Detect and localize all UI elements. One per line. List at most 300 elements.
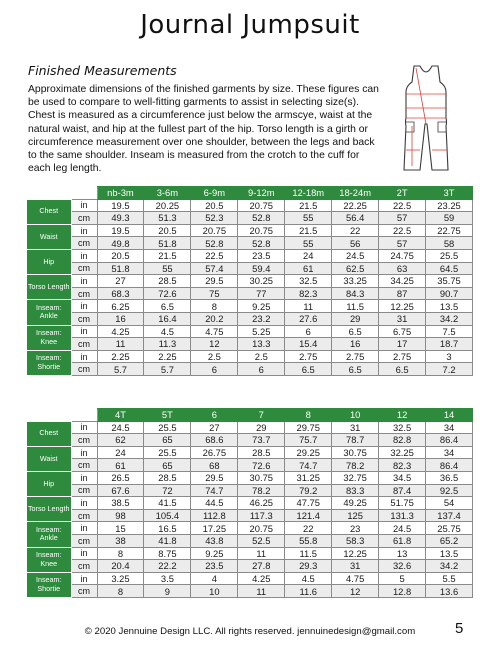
size-header-row [27, 409, 473, 422]
measurement-value: 77 [238, 287, 285, 300]
table-row [27, 249, 473, 262]
measurement-value: 22.75 [426, 224, 473, 237]
measurement-value: 41.8 [144, 534, 191, 547]
measurement-value: 2.75 [379, 350, 426, 363]
measurement-value: 11.6 [285, 585, 332, 598]
measurement-value: 2.75 [285, 350, 332, 363]
table-row [27, 275, 473, 288]
measurement-value: 25.75 [426, 522, 473, 535]
measurement-value: 105.4 [144, 509, 191, 522]
measurement-value: 9 [144, 585, 191, 598]
measurement-value: 20.5 [97, 249, 144, 262]
table-row [27, 350, 473, 363]
measurement-value: 3.25 [97, 572, 144, 585]
measurement-value: 75 [191, 287, 238, 300]
measurement-value: 34 [426, 446, 473, 459]
measurement-value: 12.25 [379, 300, 426, 313]
measurement-value: 98 [97, 509, 144, 522]
measurement-value: 31.25 [285, 471, 332, 484]
measurement-value: 20.75 [238, 199, 285, 212]
unit-label: cm [71, 585, 97, 598]
measurement-value: 17.25 [191, 522, 238, 535]
table-row [27, 522, 473, 535]
unit-label: cm [71, 484, 97, 497]
measurement-value: 9.25 [238, 300, 285, 313]
measurement-value: 44.5 [191, 497, 238, 510]
size-header-row [27, 187, 473, 200]
measurement-value: 33.25 [332, 275, 379, 288]
measurement-value: 32.5 [379, 421, 426, 434]
measurement-label: Inseam: Knee [27, 547, 71, 572]
measurement-value: 21.5 [285, 224, 332, 237]
measurement-value: 13 [379, 547, 426, 560]
table-row [27, 363, 473, 376]
measurement-value: 46.25 [238, 497, 285, 510]
measurement-value: 67.6 [97, 484, 144, 497]
measurement-value: 2.5 [238, 350, 285, 363]
measurement-value: 23 [332, 522, 379, 535]
size-header: 12 [379, 409, 426, 422]
measurement-value: 82.3 [379, 459, 426, 472]
measurement-value: 43.8 [191, 534, 238, 547]
table-row [27, 471, 473, 484]
measurement-value: 16 [332, 338, 379, 351]
measurement-value: 23.5 [238, 249, 285, 262]
measurement-value: 20.2 [191, 312, 238, 325]
measurement-value: 4.25 [238, 572, 285, 585]
measurement-value: 131.3 [379, 509, 426, 522]
measurement-value: 25.5 [426, 249, 473, 262]
unit-label: cm [71, 237, 97, 250]
measurement-value: 28.5 [144, 275, 191, 288]
unit-label: cm [71, 287, 97, 300]
measurement-value: 68.3 [97, 287, 144, 300]
measurement-value: 55 [144, 262, 191, 275]
measurement-value: 16 [97, 312, 144, 325]
measurement-value: 28.5 [144, 471, 191, 484]
measurement-value: 6.5 [332, 325, 379, 338]
measurement-value: 15.4 [285, 338, 332, 351]
measurement-label: Hip [27, 471, 71, 496]
measurement-value: 65 [144, 434, 191, 447]
size-header: 8 [285, 409, 332, 422]
measurement-value: 72.6 [238, 459, 285, 472]
measurement-value: 11 [238, 585, 285, 598]
size-header: 10 [332, 409, 379, 422]
measurement-value: 121.4 [285, 509, 332, 522]
measurement-value: 6.5 [332, 363, 379, 376]
measurement-value: 24 [285, 249, 332, 262]
measurement-value: 87 [379, 287, 426, 300]
measurement-value: 34.5 [379, 471, 426, 484]
measurement-value: 57 [379, 212, 426, 225]
measurement-label: Inseam: Shortie [27, 350, 71, 375]
measurement-label: Chest [27, 421, 71, 446]
measurement-value: 5.5 [426, 572, 473, 585]
measurement-value: 72.6 [144, 287, 191, 300]
table-row [27, 572, 473, 585]
measurement-value: 49.8 [97, 237, 144, 250]
measurement-value: 2.25 [144, 350, 191, 363]
measurement-value: 84.3 [332, 287, 379, 300]
measurement-value: 34.2 [426, 312, 473, 325]
size-header: 9-12m [238, 187, 285, 200]
measurement-value: 25.5 [144, 446, 191, 459]
measurement-value: 27.8 [238, 560, 285, 573]
size-header: 7 [238, 409, 285, 422]
table-row [27, 287, 473, 300]
measurement-value: 23.5 [191, 560, 238, 573]
measurement-value: 2.5 [191, 350, 238, 363]
measurement-value: 90.7 [426, 287, 473, 300]
measurement-value: 79.2 [285, 484, 332, 497]
table-row [27, 421, 473, 434]
measurement-value: 6.5 [379, 363, 426, 376]
header-corner [27, 409, 97, 422]
measurement-value: 34 [426, 421, 473, 434]
measurement-value: 74.7 [191, 484, 238, 497]
measurement-value: 51.8 [97, 262, 144, 275]
measurement-value: 4.25 [97, 325, 144, 338]
measurement-value: 6.5 [285, 363, 332, 376]
measurement-value: 4.5 [285, 572, 332, 585]
header-corner [27, 187, 97, 200]
measurement-value: 61 [97, 459, 144, 472]
size-header: 12-18m [285, 187, 332, 200]
unit-label: cm [71, 560, 97, 573]
size-header: 6 [191, 409, 238, 422]
table-row [27, 459, 473, 472]
measurement-value: 5.7 [144, 363, 191, 376]
measurement-value: 13.5 [426, 300, 473, 313]
measurement-value: 87.4 [379, 484, 426, 497]
table-row [27, 446, 473, 459]
measurement-value: 10 [191, 585, 238, 598]
measurement-value: 31 [332, 421, 379, 434]
jumpsuit-diagram-icon [392, 62, 460, 176]
measurement-value: 23.25 [426, 199, 473, 212]
measurement-value: 55 [285, 237, 332, 250]
measurement-value: 125 [332, 509, 379, 522]
measurement-value: 11 [238, 547, 285, 560]
measurement-value: 54 [426, 497, 473, 510]
unit-label: in [71, 300, 97, 313]
measurement-value: 22.25 [332, 199, 379, 212]
measurement-value: 27.6 [285, 312, 332, 325]
measurement-value: 17 [379, 338, 426, 351]
measurement-label: Inseam: Shortie [27, 572, 71, 597]
measurement-value: 7.2 [426, 363, 473, 376]
measurement-value: 21.5 [285, 199, 332, 212]
measurement-value: 29 [332, 312, 379, 325]
unit-label: cm [71, 262, 97, 275]
measurement-value: 117.3 [238, 509, 285, 522]
measurement-value: 22.2 [144, 560, 191, 573]
measurement-value: 82.8 [379, 434, 426, 447]
measurement-value: 68 [191, 459, 238, 472]
measurement-value: 21.5 [144, 249, 191, 262]
measurement-value: 19.5 [97, 224, 144, 237]
measurement-value: 13.3 [238, 338, 285, 351]
measurement-value: 137.4 [426, 509, 473, 522]
measurement-value: 59.4 [238, 262, 285, 275]
measurement-label: Torso Length [27, 497, 71, 522]
measurement-value: 78.2 [238, 484, 285, 497]
measurement-value: 52.8 [238, 237, 285, 250]
unit-label: in [71, 350, 97, 363]
measurement-value: 27 [97, 275, 144, 288]
measurement-label: Inseam: Knee [27, 325, 71, 350]
size-header: 18-24m [332, 187, 379, 200]
measurement-value: 24.5 [332, 249, 379, 262]
size-header: 6-9m [191, 187, 238, 200]
measurement-value: 5.25 [238, 325, 285, 338]
measurement-value: 15 [97, 522, 144, 535]
table-row [27, 497, 473, 510]
table-row [27, 585, 473, 598]
measurement-value: 22 [285, 522, 332, 535]
measurement-value: 86.4 [426, 434, 473, 447]
measurement-value: 30.75 [332, 446, 379, 459]
measurement-value: 20.75 [238, 522, 285, 535]
page-number: 5 [455, 620, 464, 637]
measurement-label: Waist [27, 446, 71, 471]
unit-label: cm [71, 363, 97, 376]
measurement-value: 86.4 [426, 459, 473, 472]
measurement-value: 51.3 [144, 212, 191, 225]
table-row [27, 560, 473, 573]
size-header: 2T [379, 187, 426, 200]
unit-label: cm [71, 434, 97, 447]
measurement-value: 16.4 [144, 312, 191, 325]
measurement-value: 36.5 [426, 471, 473, 484]
measurement-value: 11.5 [285, 547, 332, 560]
table-row [27, 300, 473, 313]
measurement-value: 24 [97, 446, 144, 459]
measurement-value: 29.25 [285, 446, 332, 459]
measurement-value: 59 [426, 212, 473, 225]
measurement-value: 22.5 [379, 199, 426, 212]
measurement-value: 20.75 [238, 224, 285, 237]
measurement-value: 58.3 [332, 534, 379, 547]
unit-label: in [71, 497, 97, 510]
table-row [27, 325, 473, 338]
measurement-value: 27 [191, 421, 238, 434]
measurement-value: 38 [97, 534, 144, 547]
unit-label: in [71, 224, 97, 237]
measurement-value: 7.5 [426, 325, 473, 338]
table-row [27, 534, 473, 547]
measurement-value: 4 [191, 572, 238, 585]
measurement-value: 24.5 [379, 522, 426, 535]
measurement-value: 58 [426, 237, 473, 250]
measurement-value: 51.8 [144, 237, 191, 250]
measurement-label: Inseam: Ankle [27, 522, 71, 547]
unit-label: cm [71, 312, 97, 325]
measurement-value: 8 [97, 585, 144, 598]
unit-label: in [71, 547, 97, 560]
unit-label: cm [71, 212, 97, 225]
measurement-value: 11.5 [332, 300, 379, 313]
measurement-value: 20.5 [144, 224, 191, 237]
unit-label: in [71, 421, 97, 434]
measurement-value: 49.3 [97, 212, 144, 225]
measurement-value: 74.7 [285, 459, 332, 472]
measurement-value: 22.5 [379, 224, 426, 237]
measurement-value: 12.8 [379, 585, 426, 598]
measurement-value: 61.8 [379, 534, 426, 547]
size-header: 3T [426, 187, 473, 200]
measurement-value: 32.6 [379, 560, 426, 573]
measurement-value: 6.5 [144, 300, 191, 313]
measurement-value: 57.4 [191, 262, 238, 275]
measurement-value: 2.75 [332, 350, 379, 363]
measurement-value: 26.5 [97, 471, 144, 484]
measurement-value: 78.7 [332, 434, 379, 447]
measurement-value: 38.5 [97, 497, 144, 510]
table-row [27, 484, 473, 497]
size-table-2 [27, 408, 473, 598]
measurement-value: 55.8 [285, 534, 332, 547]
size-header: nb-3m [97, 187, 144, 200]
measurement-value: 5 [379, 572, 426, 585]
measurement-value: 55 [285, 212, 332, 225]
measurement-value: 12 [191, 338, 238, 351]
measurement-value: 22.5 [191, 249, 238, 262]
table-row [27, 262, 473, 275]
measurement-value: 6 [238, 363, 285, 376]
measurement-value: 3.5 [144, 572, 191, 585]
measurement-value: 61 [285, 262, 332, 275]
measurement-value: 62.5 [332, 262, 379, 275]
measurement-value: 11.3 [144, 338, 191, 351]
measurement-value: 52.8 [191, 237, 238, 250]
measurement-value: 2.25 [97, 350, 144, 363]
measurement-value: 78.2 [332, 459, 379, 472]
measurement-value: 62 [97, 434, 144, 447]
table-row [27, 547, 473, 560]
measurement-value: 32.5 [285, 275, 332, 288]
table-row [27, 338, 473, 351]
measurement-value: 8 [97, 547, 144, 560]
measurement-value: 41.5 [144, 497, 191, 510]
measurement-value: 26.75 [191, 446, 238, 459]
unit-label: in [71, 572, 97, 585]
size-header: 5T [144, 409, 191, 422]
measurement-value: 29.5 [191, 471, 238, 484]
measurement-value: 28.5 [238, 446, 285, 459]
measurement-value: 51.75 [379, 497, 426, 510]
measurement-value: 29.75 [285, 421, 332, 434]
measurement-value: 20.75 [191, 224, 238, 237]
measurement-value: 29 [238, 421, 285, 434]
table-row [27, 312, 473, 325]
measurement-value: 30.25 [238, 275, 285, 288]
measurement-value: 63 [379, 262, 426, 275]
measurement-value: 24.75 [379, 249, 426, 262]
section-subtitle: Finished Measurements [28, 63, 177, 78]
measurement-value: 9.25 [191, 547, 238, 560]
measurement-value: 6 [285, 325, 332, 338]
table-row [27, 434, 473, 447]
measurement-value: 8.75 [144, 547, 191, 560]
unit-label: cm [71, 534, 97, 547]
measurement-value: 13.6 [426, 585, 473, 598]
measurement-value: 25.5 [144, 421, 191, 434]
measurement-value: 12.25 [332, 547, 379, 560]
measurement-value: 82.3 [285, 287, 332, 300]
measurement-value: 68.6 [191, 434, 238, 447]
size-header: 14 [426, 409, 473, 422]
measurement-value: 12 [332, 585, 379, 598]
measurement-value: 3 [426, 350, 473, 363]
measurement-value: 72 [144, 484, 191, 497]
measurement-value: 34.25 [379, 275, 426, 288]
measurement-label: Torso Length [27, 275, 71, 300]
measurement-value: 6.25 [97, 300, 144, 313]
measurement-value: 11 [285, 300, 332, 313]
measurement-value: 20.4 [97, 560, 144, 573]
unit-label: in [71, 325, 97, 338]
measurement-value: 4.5 [144, 325, 191, 338]
page-title: Journal Jumpsuit [140, 10, 360, 40]
table-row [27, 224, 473, 237]
unit-label: in [71, 249, 97, 262]
measurement-value: 18.7 [426, 338, 473, 351]
unit-label: cm [71, 338, 97, 351]
measurement-value: 52.3 [191, 212, 238, 225]
measurement-label: Inseam: Ankle [27, 300, 71, 325]
measurement-value: 32.75 [332, 471, 379, 484]
unit-label: in [71, 275, 97, 288]
measurement-value: 47.75 [285, 497, 332, 510]
measurement-value: 92.5 [426, 484, 473, 497]
measurement-value: 75.7 [285, 434, 332, 447]
measurement-value: 35.75 [426, 275, 473, 288]
size-header: 4T [97, 409, 144, 422]
measurement-value: 8 [191, 300, 238, 313]
unit-label: cm [71, 509, 97, 522]
measurement-value: 49.25 [332, 497, 379, 510]
measurement-value: 112.8 [191, 509, 238, 522]
measurement-value: 4.75 [332, 572, 379, 585]
measurement-value: 57 [379, 237, 426, 250]
measurement-value: 30.75 [238, 471, 285, 484]
measurement-value: 22 [332, 224, 379, 237]
measurement-value: 6.75 [379, 325, 426, 338]
table-row [27, 237, 473, 250]
unit-label: in [71, 522, 97, 535]
table-row [27, 212, 473, 225]
measurement-value: 56 [332, 237, 379, 250]
measurement-value: 5.7 [97, 363, 144, 376]
measurement-label: Waist [27, 224, 71, 249]
measurement-value: 65 [144, 459, 191, 472]
unit-label: cm [71, 459, 97, 472]
measurement-value: 20.5 [191, 199, 238, 212]
measurement-value: 52.5 [238, 534, 285, 547]
size-header: 3-6m [144, 187, 191, 200]
measurement-value: 20.25 [144, 199, 191, 212]
unit-label: in [71, 446, 97, 459]
measurement-value: 31 [379, 312, 426, 325]
measurement-value: 24.5 [97, 421, 144, 434]
measurement-value: 64.5 [426, 262, 473, 275]
unit-label: in [71, 471, 97, 484]
footer-copyright: © 2020 Jennuine Design LLC. All rights reserved. jennuinedesign@gmail.com [84, 626, 416, 637]
measurement-label: Chest [27, 199, 71, 224]
measurement-value: 31 [332, 560, 379, 573]
